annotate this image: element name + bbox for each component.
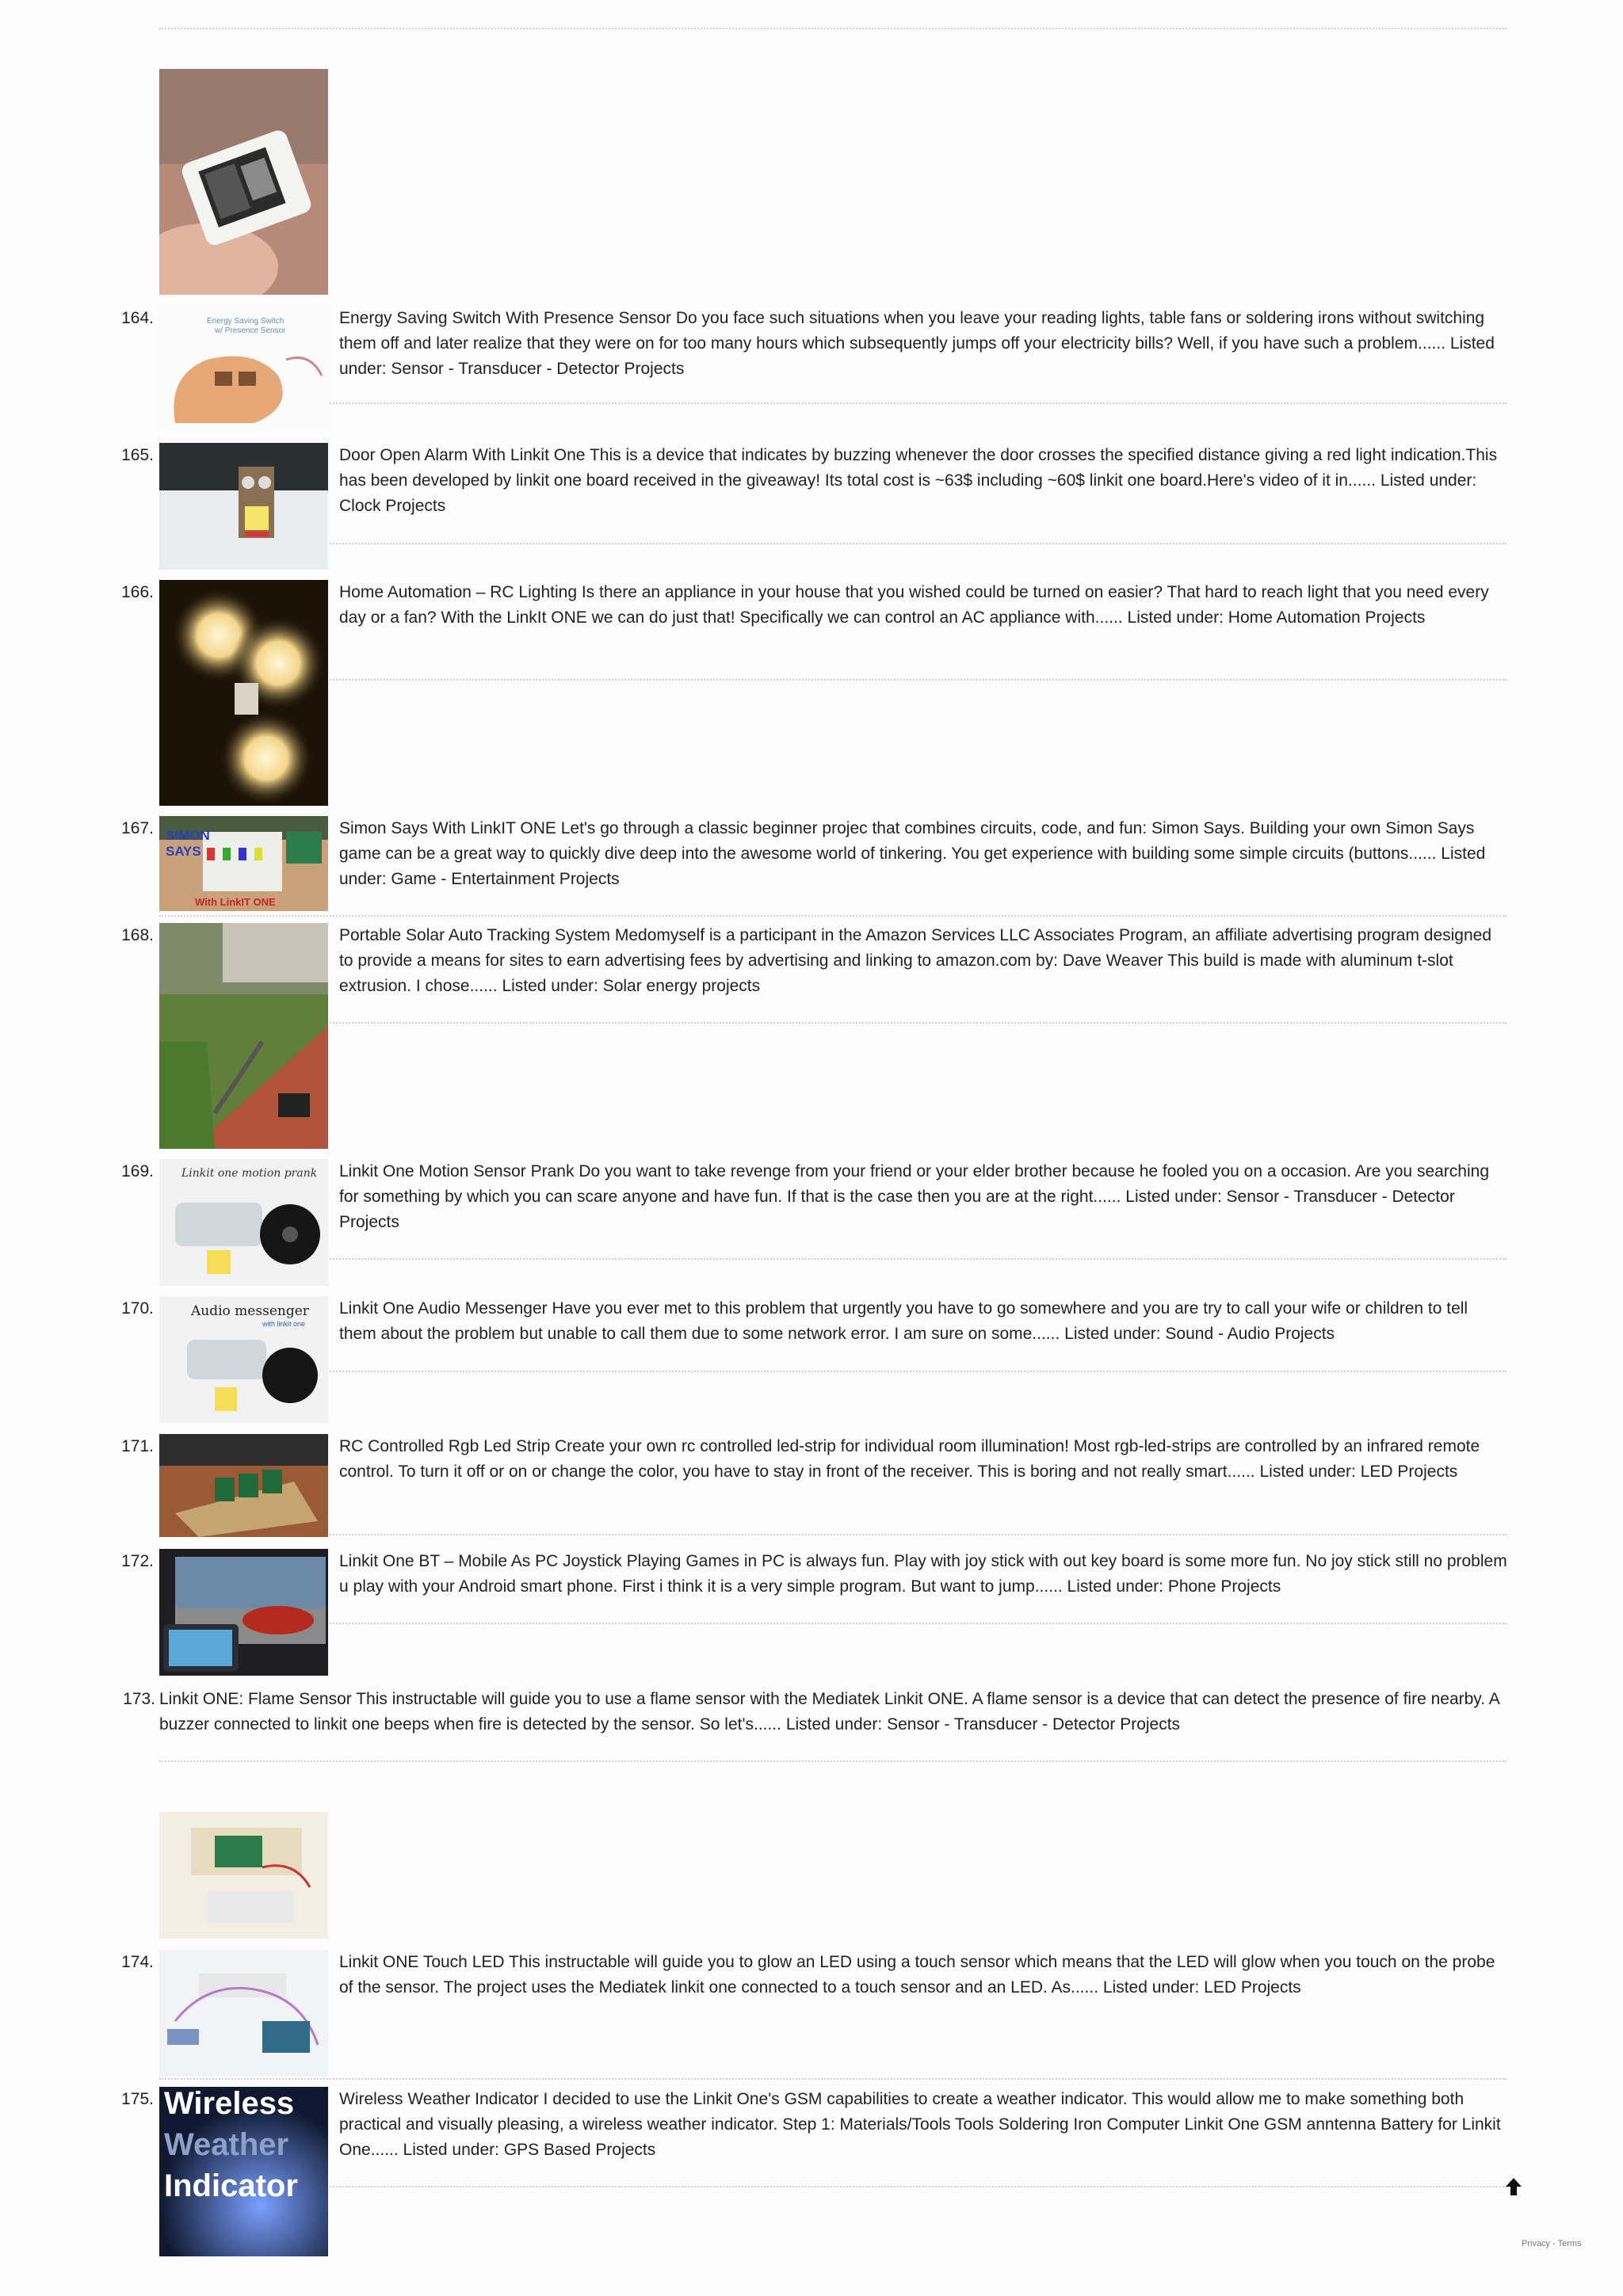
project-thumbnail[interactable]	[159, 923, 328, 1149]
item-title-link[interactable]: Linkit One Audio Messenger	[339, 1299, 548, 1318]
listed-under-label: Listed under:	[1067, 1577, 1163, 1596]
project-thumbnail[interactable]	[159, 2087, 328, 2256]
item-title-link[interactable]: Linkit One Motion Sensor Prank	[339, 1162, 575, 1180]
separator	[159, 1623, 1507, 1624]
item-title-link[interactable]: Linkit ONE: Flame Sensor	[159, 1690, 352, 1708]
joystick-photo	[159, 1549, 328, 1676]
item-title-link[interactable]: Simon Says With LinkIT ONE	[339, 819, 556, 837]
separator	[159, 1760, 1507, 1762]
thumb-caption: Audio messenger	[191, 1303, 309, 1319]
project-thumbnail[interactable]	[159, 304, 328, 429]
separator	[159, 1022, 1507, 1024]
item-category-link[interactable]: Home Automation Projects	[1228, 608, 1426, 627]
rc-lighting-photo	[159, 580, 328, 806]
item-excerpt: Do you face such situations when you leave your reading lights, table fans or soldering irons without switching them off and later realize that they were on for too many hours which subsequently jumps off your electricity bills? Well, if you have such a problem......	[339, 309, 1485, 353]
item-excerpt: This is a device that indicates by buzzing whenever the door crosses the specified distance giving a red light indication.This has been developed by linkit one board received in the giveaway! Its total cost is ~63$ including ~60$ linkit one board.Here's video of it in......	[339, 446, 1498, 490]
item-text	[339, 816, 1509, 892]
item-category-link[interactable]: Sensor - Transducer - Detector Projects	[391, 360, 685, 378]
item-number: 168.	[121, 926, 154, 944]
item-category-link[interactable]: Phone Projects	[1167, 1577, 1281, 1596]
wifi-module-photo	[159, 69, 328, 295]
item-number: 171.	[121, 1437, 154, 1455]
separator	[159, 1371, 1507, 1372]
item-number: 174.	[121, 1953, 154, 1971]
flame-sensor-photo	[159, 1812, 328, 1939]
project-thumbnail[interactable]	[159, 1950, 328, 2077]
thumb-caption: Wireless	[164, 2087, 295, 2121]
item-excerpt: Medomyself is a participant in the Amazon Services LLC Associates Program, an affiliate advertising program designed to provide a means for sites to earn advertising fees by advertising and linking to amazon.com by: Dave Weaver This build is made with aluminum t-slot extrusion. I chose......	[339, 926, 1492, 995]
touch-led-photo	[159, 1950, 328, 2077]
separator	[159, 543, 1507, 544]
item-category-link[interactable]: Game - Entertainment Projects	[391, 870, 620, 888]
item-text	[339, 923, 1509, 999]
item-excerpt: Is there an appliance in your house that you wished could be turned on easier? That hard to reach light that you need every day or a fan? With the LinkIt ONE we can do just that! Specifically we can control an AC appliance with......	[339, 583, 1489, 627]
item-title-link[interactable]: RC Controlled Rgb Led Strip	[339, 1437, 551, 1455]
thumb-caption: Indicator	[164, 2168, 298, 2203]
item-title-link[interactable]: Door Open Alarm With Linkit One	[339, 446, 586, 464]
listed-under-label: Listed under:	[1259, 1463, 1356, 1481]
back-to-top-arrow-icon[interactable]	[1503, 2176, 1525, 2198]
item-number: 172.	[121, 1552, 154, 1570]
listed-under-label: Listed under:	[502, 977, 598, 995]
thumb-caption: SIMON	[166, 828, 210, 843]
project-thumbnail[interactable]	[159, 443, 328, 570]
item-text	[339, 580, 1509, 631]
thumb-caption: With LinkIT ONE	[195, 896, 276, 908]
recaptcha-privacy-terms[interactable]: Privacy - Terms	[1522, 2239, 1582, 2248]
item-category-link[interactable]: Sound - Audio Projects	[1165, 1325, 1335, 1343]
item-category-link[interactable]: LED Projects	[1204, 1978, 1301, 1997]
listed-under-label: Listed under:	[403, 2141, 499, 2159]
item-number: 167.	[121, 819, 154, 837]
listed-under-label: Listed under:	[1125, 1188, 1222, 1206]
separator	[159, 2186, 1507, 2187]
project-thumbnail[interactable]	[159, 580, 328, 806]
separator	[159, 1258, 1507, 1260]
item-excerpt: Let's go through a classic beginner projec that combines circuits, code, and fun: Simon Says. Building your own Simon Says game can be a great way to quickly dive deep into the awesome world of tinkering. You get experience with building some simple circuits (buttons......	[339, 819, 1475, 863]
item-excerpt: This instructable will guide you to use a flame sensor with the Mediatek Linkit ONE. A flame sensor is a device that can detect the presence of fire nearby. A buzzer connected to linkit one beeps when fire is detected by the sensor. So let's......	[159, 1690, 1499, 1733]
separator	[159, 402, 1507, 404]
energy-switch-photo	[159, 304, 328, 429]
separator	[159, 1534, 1507, 1535]
item-title-link[interactable]: Linkit ONE Touch LED	[339, 1953, 505, 1971]
item-text	[339, 1950, 1509, 2000]
item-text	[339, 1159, 1509, 1235]
listed-under-label: Listed under:	[785, 1715, 883, 1733]
item-text	[339, 2087, 1509, 2163]
item-excerpt: Create your own rc controlled led-strip for individual room illumination! Most rgb-led-strips are controlled by an infrared remote control. To turn it off or on or change the color, you have to stay in front of the receiver. This is boring and not really smart......	[339, 1437, 1480, 1481]
item-category-link[interactable]: LED Projects	[1360, 1463, 1458, 1481]
item-category-link[interactable]: Clock Projects	[339, 497, 446, 515]
project-thumbnail[interactable]	[159, 69, 328, 295]
item-number: 173.	[123, 1690, 155, 1708]
item-category-link[interactable]: Sensor - Transducer - Detector Projects	[887, 1715, 1181, 1733]
item-number: 165.	[121, 446, 154, 464]
thumb-caption: with linkit one	[262, 1320, 306, 1328]
item-title-link[interactable]: Energy Saving Switch With Presence Sensor	[339, 309, 672, 327]
item-excerpt: I decided to use the Linkit One's GSM capabilities to create a weather indicator. This would allow me to make something both practical and visually pleasing, a wireless weather indicator. Step 1: Materials/Tools Tools Soldering Iron Computer Linkit One GSM anntenna Battery for Linkit One......	[339, 2090, 1501, 2159]
item-category-link[interactable]: Sensor - Transducer - Detector Projects	[339, 1188, 1455, 1231]
item-text	[339, 1434, 1509, 1485]
listed-under-label: Listed under:	[1380, 471, 1477, 490]
thumb-caption: w/ Presence Sensor	[215, 326, 286, 335]
separator	[159, 28, 1507, 29]
simon-says-photo	[159, 816, 328, 911]
item-text	[339, 1549, 1509, 1600]
item-number: 164.	[121, 309, 154, 327]
project-thumbnail[interactable]	[159, 1812, 328, 1939]
listed-under-label: Listed under:	[1102, 1978, 1200, 1997]
item-excerpt: Have you ever met to this problem that urgently you have to go somewhere and you are try to call your wife or children to tell them about the problem but unable to call them due to some network error. I am sure on some......	[339, 1299, 1468, 1343]
item-number: 166.	[121, 583, 154, 601]
item-title-link[interactable]: Linkit One BT – Mobile As PC Joystick	[339, 1552, 622, 1570]
item-excerpt: Playing Games in PC is always fun. Play with joy stick with out key board is some more fun. No joy stick still no problem u play with your Android smart phone. First i think it is a very simple program. But want to jump......	[339, 1552, 1507, 1596]
listed-under-label: Listed under:	[1127, 608, 1224, 627]
project-thumbnail[interactable]	[159, 1549, 328, 1676]
item-number: 175.	[121, 2090, 154, 2108]
item-excerpt: This instructable will guide you to glow an LED using a touch sensor which means that the LED will glow when you touch on the probe of the sensor. The project uses the Mediatek linkit one connected to a touch sensor and an LED. As......	[339, 1953, 1495, 1997]
item-category-link[interactable]: GPS Based Projects	[503, 2141, 656, 2159]
item-text	[339, 443, 1509, 519]
thumb-caption: SAYS	[166, 844, 201, 859]
listed-under-label: Listed under:	[339, 845, 1486, 888]
separator	[159, 915, 1507, 917]
item-number: 170.	[121, 1299, 154, 1318]
item-text	[339, 1296, 1509, 1347]
item-title-link[interactable]: Wireless Weather Indicator	[339, 2090, 539, 2108]
item-number: 169.	[121, 1162, 154, 1180]
listed-under-label: Listed under:	[1064, 1325, 1161, 1343]
motion-prank-photo	[159, 1159, 328, 1286]
separator	[159, 679, 1507, 681]
audio-messenger-photo	[159, 1296, 328, 1423]
project-thumbnail[interactable]	[159, 1434, 328, 1537]
thumb-caption: Weather	[164, 2127, 289, 2162]
item-text	[339, 306, 1509, 382]
weather-indicator-photo	[159, 2087, 328, 2256]
solar-tracker-photo	[159, 923, 328, 1149]
item-title-link[interactable]: Portable Solar Auto Tracking System	[339, 926, 610, 944]
item-text	[159, 1687, 1509, 1737]
item-category-link[interactable]: Solar energy projects	[602, 977, 761, 995]
listed-under-label: Listed under:	[339, 334, 1495, 378]
door-alarm-photo	[159, 443, 328, 570]
project-thumbnail[interactable]	[159, 816, 328, 911]
thumb-caption: Linkit one motion prank	[181, 1167, 318, 1180]
project-thumbnail[interactable]	[159, 1159, 328, 1286]
project-thumbnail[interactable]	[159, 1296, 328, 1423]
item-excerpt: Do you want to take revenge from your friend or your elder brother because he fooled you on a occasion. Are you searching for something by which you can scare anyone and have fun. If that is the case then you are at the right......	[339, 1162, 1490, 1206]
separator	[159, 2078, 1507, 2080]
thumb-caption: Energy Saving Switch	[207, 317, 285, 326]
item-title-link[interactable]: Home Automation – RC Lighting	[339, 583, 577, 601]
rgb-led-strip-photo	[159, 1434, 328, 1537]
